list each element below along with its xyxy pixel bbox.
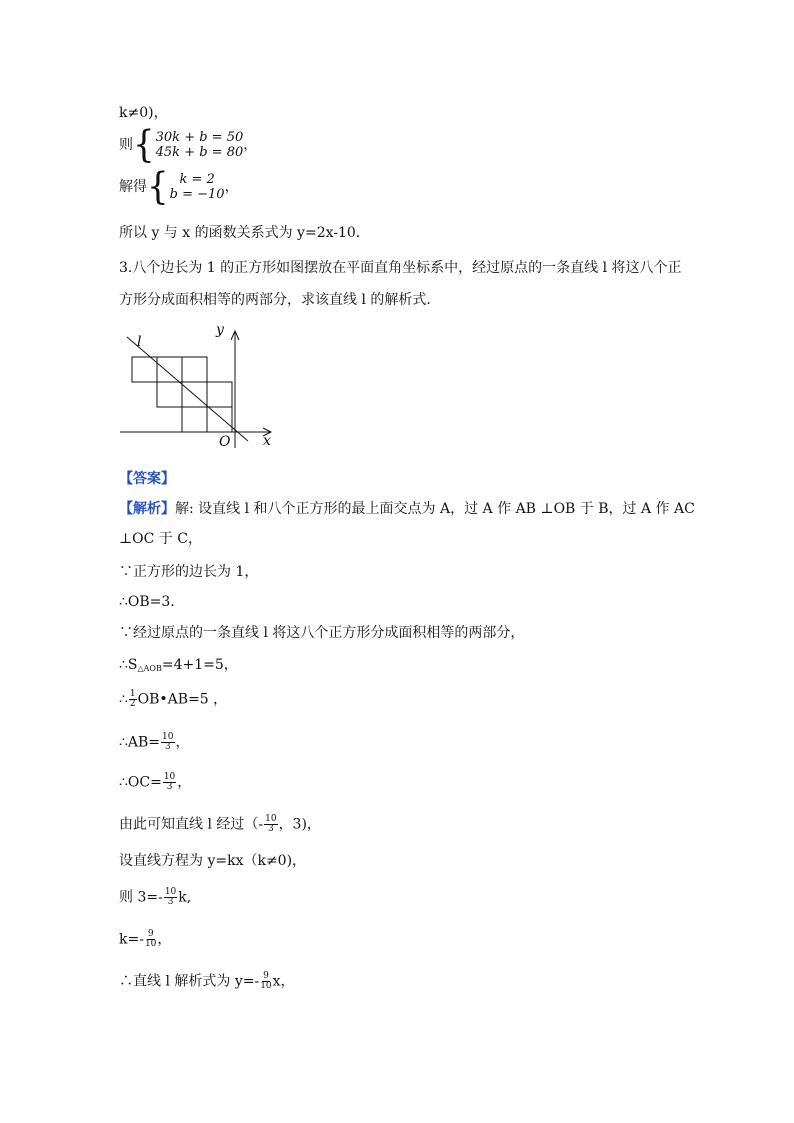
solution-line (119, 500, 695, 518)
text: ∴ (119, 691, 128, 708)
text: ∴直线 l 解析式为 y=- (119, 973, 260, 990)
text: 由此可知直线 l 经过（- (119, 816, 264, 833)
equation-row: k = 2 (179, 172, 215, 187)
text: OB•AB=5 ， (137, 691, 228, 708)
fraction (129, 690, 137, 709)
fraction (164, 888, 177, 907)
grid-square (182, 357, 207, 382)
equation-system-2 (119, 165, 239, 209)
equation-row: 45k + b = 80 (155, 145, 244, 160)
subscript: △AOB (137, 664, 162, 673)
text: =4+1=5， (161, 657, 238, 673)
question-text: 方形分成面积相等的两部分，求该直线 l 的解析式. (119, 292, 431, 308)
question-text: 3.八个边长为 1 的正方形如图摆放在平面直角坐标系中，经过原点的一条直线 l 将这八个正 (119, 260, 682, 276)
case-rows (156, 130, 244, 160)
text: ，3)， (278, 816, 321, 833)
solution-line (119, 972, 295, 991)
denominator: 3 (267, 824, 274, 834)
cases (147, 165, 225, 209)
label-x: x (263, 433, 271, 449)
equation-row: 30k + b = 50 (155, 130, 244, 145)
text: ∴S (119, 657, 138, 673)
prefix: 则 (119, 137, 133, 153)
denominator: 10 (260, 981, 272, 991)
fraction (260, 972, 271, 991)
solution-line: ∵经过原点的一条直线 l 将这八个正方形分成面积相等的两部分， (119, 625, 525, 641)
text: 则 3=- (119, 889, 163, 906)
fraction (264, 815, 277, 834)
text-line: 所以 y 与 x 的函数关系式为 y=2x-10． (119, 225, 370, 241)
text: ∴AB= (119, 734, 161, 751)
numerator: 10 (163, 772, 176, 782)
text-line: k≠0)， (119, 105, 168, 121)
solution-line: 设直线方程为 y=kx（k≠0)， (119, 853, 307, 869)
grid-square (157, 357, 182, 382)
fraction (161, 733, 174, 752)
denominator: 2 (129, 699, 136, 709)
label-l: l (137, 334, 142, 350)
text: k=- (119, 931, 144, 948)
equation-row: b = −10 (169, 187, 225, 202)
text: x， (272, 973, 295, 990)
numerator: 9 (147, 929, 154, 939)
denominator: 3 (166, 782, 173, 792)
solution-line: ⊥OC 于 C， (119, 531, 202, 547)
answer-tag: 【答案】 (119, 471, 175, 487)
solution-line (119, 888, 191, 907)
text: ， (177, 774, 192, 791)
text: ∴OC= (119, 774, 162, 791)
case-rows (170, 172, 225, 202)
grid-square (157, 382, 182, 407)
solution-line (119, 815, 321, 834)
numerator: 10 (162, 732, 174, 742)
solution-line (119, 733, 190, 752)
solution-line: ∴OB=3. (119, 594, 175, 610)
fraction (163, 773, 176, 792)
analysis-tag: 【解析】 (119, 501, 175, 517)
coordinate-figure (115, 318, 285, 453)
grid-square (207, 382, 232, 407)
solution-text: 解: 设直线 l 和八个正方形的最上面交点为 A，过 A 作 AB ⊥OB 于 B，过 A 作 AC (175, 501, 695, 517)
solution-line (119, 690, 227, 709)
brace-icon: { (133, 123, 155, 167)
solution-line (119, 656, 238, 678)
solution-line (119, 773, 191, 792)
numerator: 10 (265, 814, 277, 824)
grid-square (182, 407, 207, 432)
denominator: 3 (164, 742, 171, 752)
line-l (127, 337, 248, 441)
numerator: 10 (164, 887, 177, 897)
text: ， (175, 734, 190, 751)
numerator: 9 (263, 971, 269, 981)
suffix: ， (243, 137, 258, 153)
solution-line: ∵正方形的边长为 1， (119, 564, 259, 580)
grid-square (132, 357, 157, 382)
suffix: ， (224, 179, 239, 195)
prefix: 解得 (119, 179, 147, 195)
brace-icon: { (147, 165, 169, 209)
denominator: 3 (167, 897, 174, 907)
grid-square (207, 407, 232, 432)
label-o: O (219, 434, 231, 450)
solution-line (119, 930, 171, 949)
label-y: y (216, 322, 224, 338)
denominator: 10 (144, 939, 157, 949)
fraction (145, 930, 156, 949)
numerator: 1 (129, 689, 136, 699)
equation-system-1 (119, 123, 258, 167)
text: ， (157, 931, 172, 948)
cases (133, 123, 244, 167)
text: k, (178, 889, 192, 906)
